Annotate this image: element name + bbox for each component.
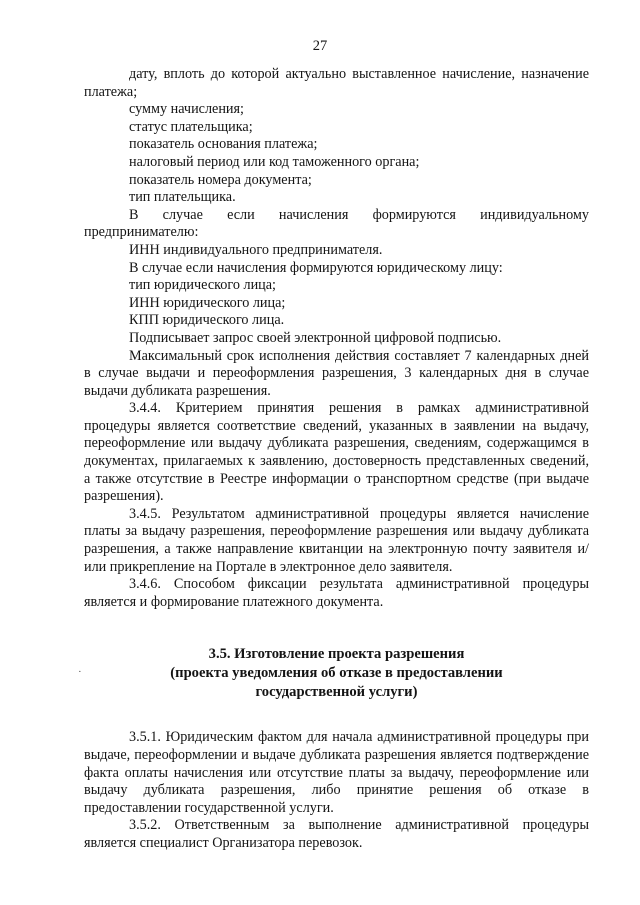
list-item: ИНН индивидуального предпринимателя. — [129, 241, 383, 258]
section-heading-line: государственной услуги) — [255, 684, 418, 701]
section-heading-line: 3.5. Изготовление проекта разрешения — [208, 646, 465, 663]
list-item: показатель номера документа; — [129, 171, 312, 188]
list-item: ИНН юридического лица; — [129, 294, 286, 311]
paragraph: Подписывает запрос своей электронной цифровой подписью. — [129, 329, 502, 346]
section-heading-line: (проекта уведомления об отказе в предоставлении — [170, 665, 503, 682]
section-heading — [84, 645, 589, 702]
paragraphs-bottom — [84, 729, 589, 852]
list-item: сумму начисления; — [129, 101, 244, 118]
paragraph: Максимальный срок исполнения действия составляет 7 календарных дней в случае выдачи и переоформления разрешения, 3 календарных дня в случае выдачи дубликата разрешения. — [84, 347, 589, 399]
list-item: тип юридического лица; — [129, 277, 276, 294]
paragraph: В случае если начисления формируются индивидуальному предпринимателю: — [84, 206, 589, 241]
scan-artifact-mark: · — [78, 666, 82, 678]
list-item: КПП юридического лица. — [129, 312, 285, 329]
paragraph-3-4-6: 3.4.6. Способом фиксации результата административной процедуры является и формирование платежного документа. — [84, 576, 589, 610]
list-item: показатель основания платежа; — [129, 136, 318, 153]
paragraph: дату, вплоть до которой актуально выставленное начисление, назначение платежа; — [84, 66, 589, 100]
list-item: тип плательщика. — [129, 189, 236, 206]
list-item: налоговый период или код таможенного органа; — [129, 153, 420, 170]
paragraph-3-5-1: 3.5.1. Юридическим фактом для начала административной процедуры при выдаче, переоформлении и выдаче дубликата разрешения является подтверждение факта оплаты начисления или отсутствие платы за выдачу, переоформление или выдачу дубликата разрешения, либо принятие решения об отказе в предоставлении государственной услуги. — [84, 729, 589, 816]
paragraphs-top — [84, 66, 589, 611]
paragraph-3-4-5: 3.4.5. Результатом административной процедуры является начисление платы за выдачу разрешения, переоформление разрешения или выдачу дубликата разрешения, а также направление квитанции на электронную почту заявителя и/или прикрепление на Портале в электронное дело заявителя. — [84, 505, 589, 575]
paragraph-3-4-4: 3.4.4. Критерием принятия решения в рамках административной процедуры является соответствие сведений, указанных в заявлении на выдачу, переоформление или выдачу дубликата разрешения, сведениям, содержащимся в документах, прилагаемых к заявлению, достоверность представленных сведений, а также отсутствие в Реестре информации о транспортном средстве (при выдаче разрешения). — [84, 400, 589, 505]
page-number: 27 — [312, 38, 328, 54]
paragraph: В случае если начисления формируются юридическому лицу: — [129, 259, 503, 276]
paragraph-3-5-2: 3.5.2. Ответственным за выполнение административной процедуры является специалист Организатора перевозок. — [84, 817, 589, 851]
list-item: статус плательщика; — [129, 118, 253, 135]
document-body — [84, 66, 589, 853]
